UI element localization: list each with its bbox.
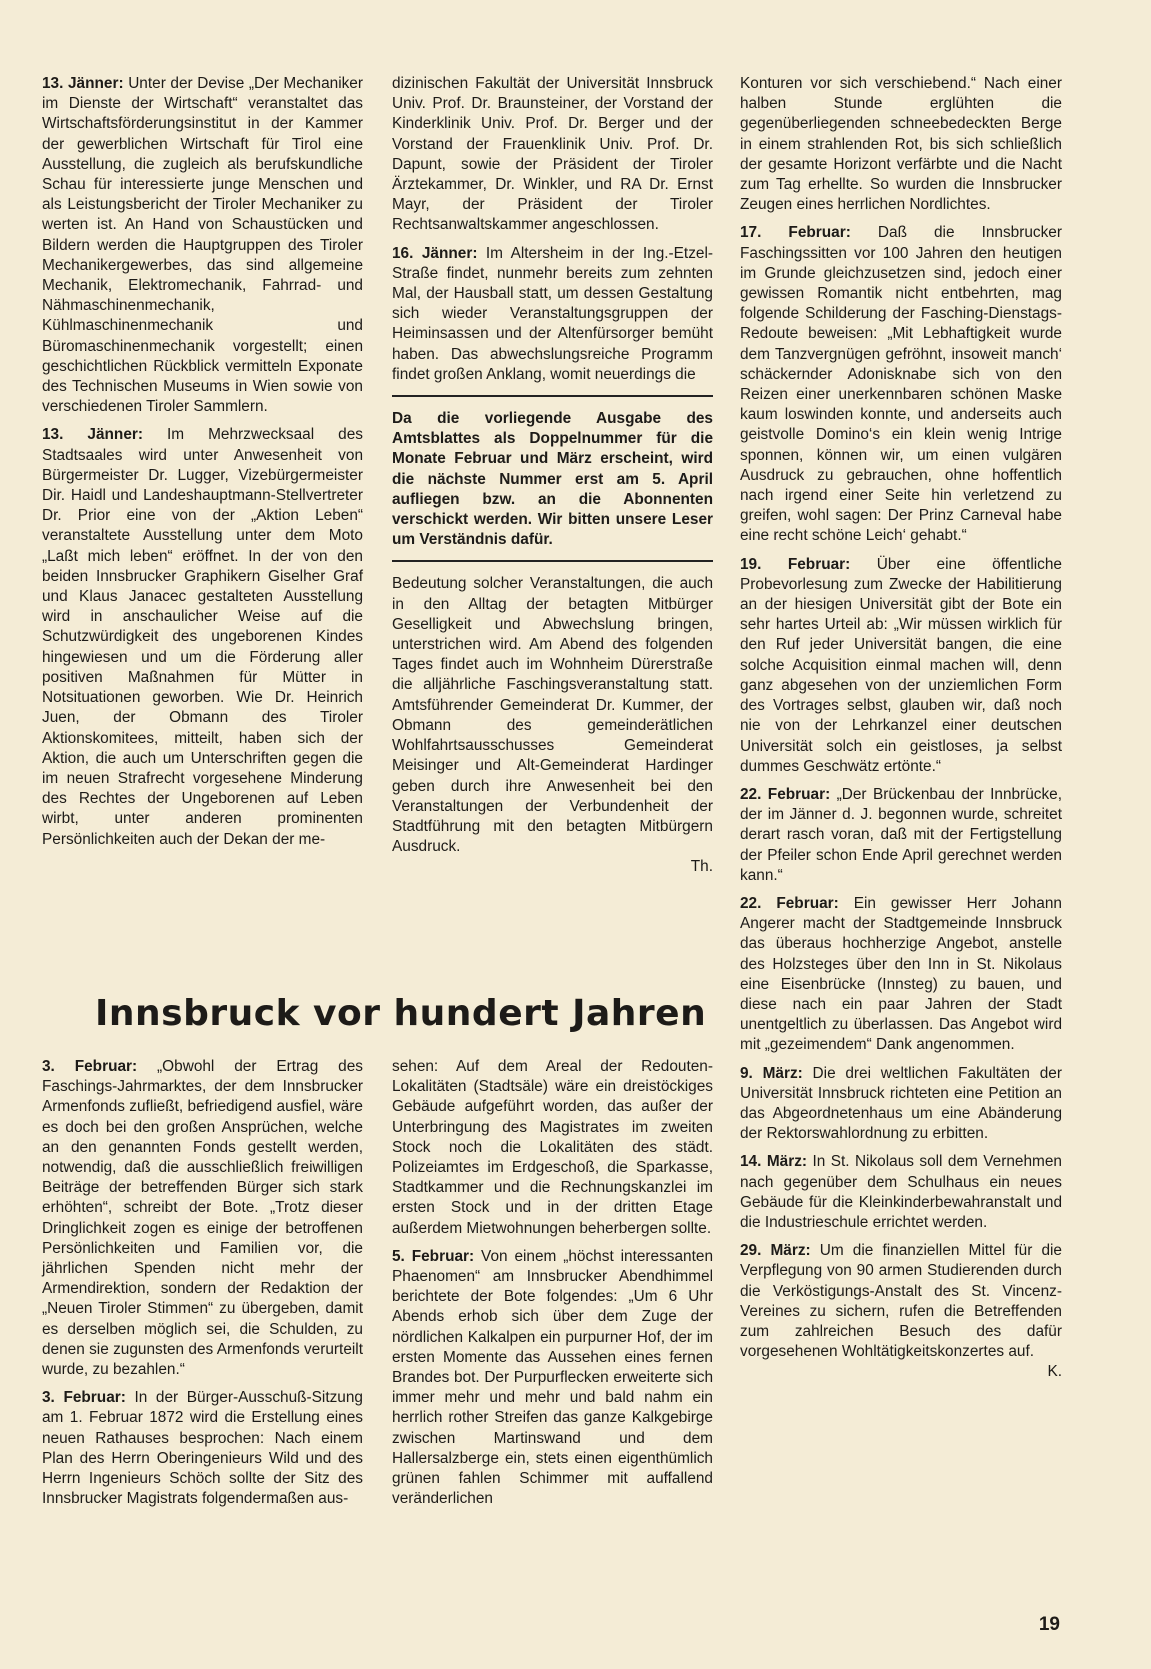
entry-date: 17. Februar: [740, 224, 851, 242]
chronicle-entry [42, 1388, 363, 1509]
column-top-left [42, 74, 363, 850]
entry-text: In der Bürger-Ausschuß-Sitzung am 1. Februar 1872 wird die Erstellung eines neuen Rathauses besprochen: Nach einem Plan des Herrn Oberingenieurs Wild und des Herrn Ingenieurs Schöch sollte der Sitz des Innsbrucker Magistrats folgendermaßen aus- [42, 1389, 363, 1508]
entry-date: 3. Februar: [42, 1389, 126, 1407]
entry-date: 29. März: [740, 1242, 811, 1260]
column-bottom-left [42, 1057, 363, 1509]
entry-date: 22. Februar: [740, 785, 831, 803]
chronicle-entry [740, 223, 1062, 546]
chronicle-entry [740, 1152, 1062, 1233]
entry-date: 16. Jänner: [392, 244, 478, 262]
entry-text: Von einem „höchst interessanten Phaenomen“ am Innsbrucker Abendhimmel berichtete der Bote folgendes: „Um 6 Uhr Abends erhob sich über dem Zuge der nördlichen Kalkalpen ein purpurner Hof, der im ersten Momente das Aussehen eines fernen Brandes bot. Der Purpurflecken erweiterte sich immer mehr und mehr und bald nahm ein herrlich rother Streifen das ganze Kalkgebirge zwischen Martinswand und dem Hallersalzberge ein, stets einen eigenthümlich grünen fahlen Schimmer mit auffallend veränderlichen [392, 1247, 714, 1508]
entry-text: In St. Nikolaus soll dem Vernehmen nach gegenüber dem Schulhaus ein neues Gebäude für die Kleinkinderbewahranstalt und die Industrieschule errichtet werden. [740, 1153, 1062, 1231]
chronicle-entry [740, 785, 1062, 886]
divider-rule [392, 395, 713, 397]
entry-date: 19. Februar: [740, 555, 851, 573]
column-bottom-middle [392, 1057, 713, 1509]
column-top-middle [392, 74, 713, 878]
chronicle-entry [392, 244, 713, 385]
divider-rule [392, 560, 713, 562]
author-signature: K. [1047, 1363, 1062, 1381]
continuation-text: Konturen vor sich verschiebend.“ Nach einer halben Stunde erglühten die gegenüberliegenden schneebedeckten Berge in einem strahlenden Rot, bis sich schließlich der gesamte Horizont verfärbte und die Nacht zum Tag erhellte. So wurden die Innsbrucker Zeugen eines herrlichen Nordlichtes. [740, 75, 1062, 214]
entry-date: 3. Februar: [42, 1058, 138, 1075]
chronicle-entry [740, 555, 1062, 777]
entry-text: Um die finanziellen Mittel für die Verpflegung von 90 armen Studierenden durch die Verköstigungs-Anstalt des St. Vincenz-Vereines zu sichern, rufen die Betreffenden zum zahlreichen Besuch des dafür vorgesehenen Wohltätigkeitskonzertes auf. [740, 1242, 1062, 1361]
entry-text: Die drei weltlichen Fakultäten der Universität Innsbruck richteten eine Petition an das Abgeordnetenhaus um eine Abänderung der Rektorswahlordnung zu erbitten. [740, 1064, 1062, 1143]
chronicle-entry [42, 74, 363, 417]
entry-date: 22. Februar: [740, 894, 839, 912]
chronicle-entry [740, 1241, 1062, 1382]
chronicle-entry [42, 425, 363, 849]
editorial-notice: Da die vorliegende Ausgabe des Amtsblattes als Doppelnummer für die Monate Februar und März erscheint, wird die nächste Nummer erst am 5. April aufliegen bzw. an die Abonnenten verschickt werden. Wir bitten unsere Leser um Verständnis dafür. [392, 410, 713, 549]
entry-date: 9. März: [740, 1064, 803, 1082]
entry-text: Daß die Innsbrucker Faschingssitten vor 100 Jahren den heutigen im Grunde gleichzusetzen sind, jedoch einer gewissen Romantik nicht entbehrten, mag folgende Schilderung der Fasching-Dienstags-Redoute beweisen: „Mit Lebhaftigkeit wurde dem Tanzvergnügen gefröhnt, insoweit manch‘ schäckernder Adonisknabe sich von den Reizen einer unerkennbaren schönen Maske kaum loswinden konnte, und anderseits auch geistvolle Domino‘s ein klein wenig Intrige sponnen, können wir, um einen vulgären Ausdruck zu gebrauchen, ohne hoffentlich nach irgend einer Seite hin verletzend zu greifen, wohl sagen: Der Prinz Carneval habe eine recht schöne Leich‘ gehabt.“ [740, 224, 1062, 545]
entry-date: 13. Jänner: [42, 75, 124, 92]
chronicle-entry [42, 1057, 363, 1380]
entry-text: „Der Brückenbau der Innbrücke, der im Jänner d. J. begonnen wurde, schreitet derart rasch voran, daß mit der Fertigstellung der Pfeiler schon Ende April gerechnet werden kann.“ [740, 785, 1062, 884]
section-title: Innsbruck vor hundert Jahren [95, 993, 707, 1034]
author-signature: Th. [690, 858, 713, 876]
entry-date: 13. Jänner: [42, 426, 143, 444]
entry-text: „Obwohl der Ertrag des Faschings-Jahrmarktes, der dem Innsbrucker Armenfonds zufließt, befriedigend ausfiel, wäre es doch bei den großen Ansprüchen, welche an den genannten Fonds gestellt werden, notwendig, daß die ausschließlich freiwilligen Beiträge der betreffenden Bürger sich stark erhöhten“, schreibt der Bote. „Trotz dieser Dringlichkeit zogen es einige der betroffenen Persönlichkeiten und Familien vor, die jährlichen Spenden nicht mehr der Armendirektion, sondern der Redaktion der „Neuen Tiroler Stimmen“ zu übergeben, damit es derselben möglich sei, die Schulden, zu denen sie zugunsten des Armenfonds verurteilt wurde, zu bezahlen.“ [42, 1058, 363, 1379]
continuation-text: sehen: Auf dem Areal der Redouten-Lokalitäten (Stadtsäle) wäre ein dreistöckiges Gebäude aufgeführt worden, das außer der Unterbringung des Magistrates im zweiten Stock noch die Lokalitäten des städt. Polizeiamtes im Erdgeschoß, die Sparkasse, Stadtkammer und die Rechnungskanzlei im ersten Stock und in der dritten Etage außerdem Mietwohnungen beherbergen sollte. [392, 1058, 713, 1237]
entry-text: Über eine öffentliche Probevorlesung zum Zwecke der Habilitierung an der hiesigen Universität gibt der Bote ein sehr hartes Urteil ab: „Wir müssen wirklich für den Ruf jeder Universität bangen, die eine solche Acquisition einmal machen will, denn ganz abgesehen von der unziemlichen Form des Vortrages selbst, glauben wir, daß noch nie von der Lehrkanzel einer deutschen Universität solch ein geistloses, ja selbst dummes Geschwätz ertönte.“ [740, 555, 1062, 775]
entry-date: 14. März: [740, 1153, 808, 1171]
entry-text: Im Mehrzwecksaal des Stadtsaales wird unter Anwesenheit von Bürgermeister Dr. Lugger, Vizebürgermeister Dir. Haidl und Landeshauptmann-Stellvertreter Dr. Prior eine von der „Aktion Leben“ veranstaltete Ausstellung unter dem Moto „Laßt mich leben“ eröffnet. In der von den beiden Innsbrucker Graphikern Giselher Graf und Klaus Janacec gestalteten Ausstellung wird in anschaulicher Weise auf die Schutzwürdigkeit des ungeborenen Kindes hingewiesen und um die Förderung aller positiven Maßnahmen für Mütter in Notsituationen geworben. Wie Dr. Heinrich Juen, der Obmann des Tiroler Aktionskomitees, mitteilt, haben sich der Aktion, die auch um Unterschriften gegen die im neuen Strafrecht vorgesehene Minderung des Rechtes der Ungeborenen auf Leben wirbt, unter anderen prominenten Persönlichkeiten auch der Dekan der me- [42, 426, 363, 848]
chronicle-entry [740, 1064, 1062, 1145]
entry-text: Ein gewisser Herr Johann Angerer macht der Stadtgemeinde Innsbruck das überaus hochherzige Angebot, anstelle des Holzsteges über den Inn in St. Nikolaus eine Eisenbrücke (Innsteg) zu bauen, und diese nach ein paar Jahren der Stadt unentgeltlich zu überlassen. Das Angebot wird mit „gezeimendem“ Dank angenommen. [740, 894, 1062, 1054]
after-text: Bedeutung solcher Veranstaltungen, die auch in den Alltag der betagten Mitbürger Geselligkeit und Abwechslung bringen, unterstrichen wird. Am Abend des folgenden Tages findet auch im Wohnheim Dürerstraße die alljährliche Faschingsveranstaltung statt. Amtsführender Gemeinderat Dr. Kummer, der Obmann des gemeinderätlichen Wohlfahrtsausschusses Gemeinderat Meisinger und Alt-Gemeinderat Hardinger geben durch ihre Anwesenheit bei den Veranstaltungen der Verbundenheit der Stadtführung mit den betagten Mitbürgern Ausdruck. [392, 575, 713, 856]
continuation-text [392, 574, 713, 877]
column-right [740, 74, 1062, 1383]
chronicle-entry [740, 894, 1062, 1056]
page-number: 19 [1038, 1614, 1060, 1635]
entry-text: Unter der Devise „Der Mechaniker im Dienste der Wirtschaft“ veranstaltet das Wirtschaftsförderungsinstitut in der Kammer der gewerblichen Wirtschaft für Tirol eine Ausstellung, die zugleich als berufskundliche Schau für interessierte junge Menschen und als Leistungsbericht der Tiroler Mechaniker zu werten ist. An Hand von Schaustücken und Bildern werden die Hauptgruppen des Tiroler Mechanikergewerbes, das sind allgemeine Mechanik, Elektromechanik, Fahrrad- und Nähmaschinenmechanik, Kühlmaschinenmechanik und Büromaschinenmechanik vorgestellt; einen geschichtlichen Rückblick vermitteln Exponate des Technischen Museums in Wien sowie von verschiedenen Tiroler Sammlern. [42, 75, 363, 416]
chronicle-entry [392, 1247, 713, 1510]
continuation-text: dizinischen Fakultät der Universität Innsbruck Univ. Prof. Dr. Braunsteiner, der Vorstand der Kinderklinik Univ. Prof. Dr. Berger und der Vorstand der Frauenklinik Univ. Prof. Dr. Dapunt, sowie der Präsident der Tiroler Ärztekammer, Dr. Winkler, und RA Dr. Ernst Mayr, der Präsident der Tiroler Rechtsanwaltskammer angeschlossen. [392, 75, 713, 234]
entry-text: Im Altersheim in der Ing.-Etzel-Straße findet, nunmehr bereits zum zehnten Mal, der Hausball statt, um dessen Gestaltung sich wieder Veranstaltungsgruppen der Heiminsassen und der Altenfürsorger bemüht haben. Das abwechslungsreiche Programm findet großen Anklang, womit neuerdings die [392, 244, 713, 383]
entry-date: 5. Februar: [392, 1247, 475, 1265]
